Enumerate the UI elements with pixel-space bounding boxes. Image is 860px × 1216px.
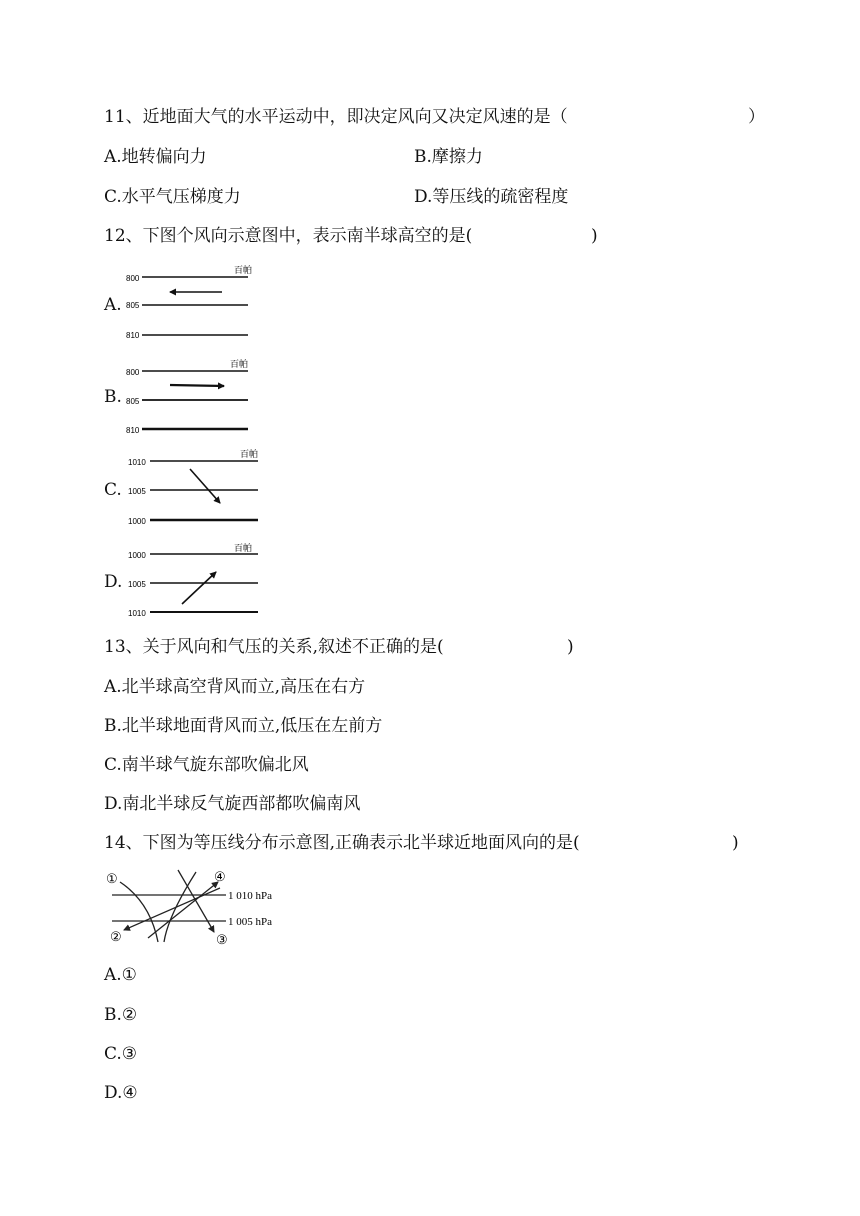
q12-d-isobar-2-label: 1005	[128, 580, 146, 589]
q12-option-b-label: B.	[104, 387, 122, 407]
q12-b-unit: 百帕	[230, 359, 249, 369]
q12-a-isobar-3-label: 810	[126, 331, 140, 340]
q14-option-d: D.④	[104, 1083, 138, 1103]
q14-isobar-1-label: 1 010 hPa	[228, 890, 272, 902]
q12-a-isobar-1-label: 800	[126, 274, 140, 283]
q14-stem: 14、下图为等压线分布示意图,正确表示北半球近地面风向的是(	[104, 833, 580, 853]
q12-d-wind-arrow	[182, 572, 216, 604]
q11-option-c: C.水平气压梯度力	[104, 187, 241, 207]
q12-option-a-label: A.	[104, 295, 122, 315]
q12-close: )	[591, 226, 598, 246]
q11-close: ）	[748, 107, 765, 127]
q14-curve-2	[178, 870, 214, 932]
q14-marker-2: ②	[110, 929, 122, 944]
q11-option-b: B.摩擦力	[414, 147, 483, 167]
q13-stem: 13、关于风向和气压的关系,叙述不正确的是(	[104, 637, 444, 657]
q12-diagram-d	[122, 540, 272, 624]
q12-d-isobar-3-label: 1010	[128, 609, 146, 618]
q12-d-unit: 百帕	[234, 543, 253, 553]
q14-arrow-4	[148, 882, 218, 938]
q11-option-d: D.等压线的疏密程度	[414, 187, 569, 207]
q14-isobar-figure	[102, 866, 292, 948]
q14-arrow-2	[124, 888, 220, 930]
q12-b-isobar-3-label: 810	[126, 426, 140, 435]
q12-option-d-label: D.	[104, 572, 123, 592]
q12-b-isobar-1-label: 800	[126, 368, 140, 377]
q13-option-a: A.北半球高空背风而立,高压在右方	[104, 677, 366, 697]
q12-c-isobar-1-label: 1010	[128, 458, 146, 467]
q11-stem: 11、近地面大气的水平运动中，即决定风向又决定风速的是（	[104, 107, 568, 127]
q12-d-isobar-1-label: 1000	[128, 551, 146, 560]
q14-marker-1: ①	[106, 871, 118, 886]
q14-curve-1	[120, 882, 158, 942]
q12-c-isobar-3-label: 1000	[128, 517, 146, 526]
q13-option-d: D.南北半球反气旋西部都吹偏南风	[104, 794, 361, 814]
q12-b-isobar-2-label: 805	[126, 397, 140, 406]
q13-close: )	[567, 637, 574, 657]
q14-option-a: A.①	[104, 965, 137, 985]
q12-b-wind-arrow	[170, 385, 224, 386]
q12-c-isobar-2-label: 1005	[128, 487, 146, 496]
q14-isobar-2-label: 1 005 hPa	[228, 916, 272, 928]
q14-option-c: C.③	[104, 1044, 138, 1064]
q12-a-unit: 百帕	[234, 265, 253, 275]
q12-a-isobar-2-label: 805	[126, 301, 140, 310]
q12-c-wind-arrow	[190, 469, 220, 503]
q13-option-c: C.南半球气旋东部吹偏北风	[104, 755, 309, 775]
q12-c-unit: 百帕	[240, 449, 259, 459]
q12-diagram-b	[122, 356, 272, 440]
q14-curve-3	[164, 872, 196, 942]
q12-diagram-c	[122, 446, 272, 532]
q11-option-a: A.地转偏向力	[104, 147, 207, 167]
q13-option-b: B.北半球地面背风而立,低压在左前方	[104, 716, 383, 736]
q14-marker-3: ③	[216, 932, 228, 947]
q12-diagram-a	[122, 262, 272, 346]
q14-marker-4: ④	[214, 869, 226, 884]
q14-option-b: B.②	[104, 1005, 138, 1025]
q14-close: )	[732, 833, 739, 853]
q12-stem: 12、下图个风向示意图中，表示南半球高空的是(	[104, 226, 473, 246]
q12-option-c-label: C.	[104, 480, 122, 500]
